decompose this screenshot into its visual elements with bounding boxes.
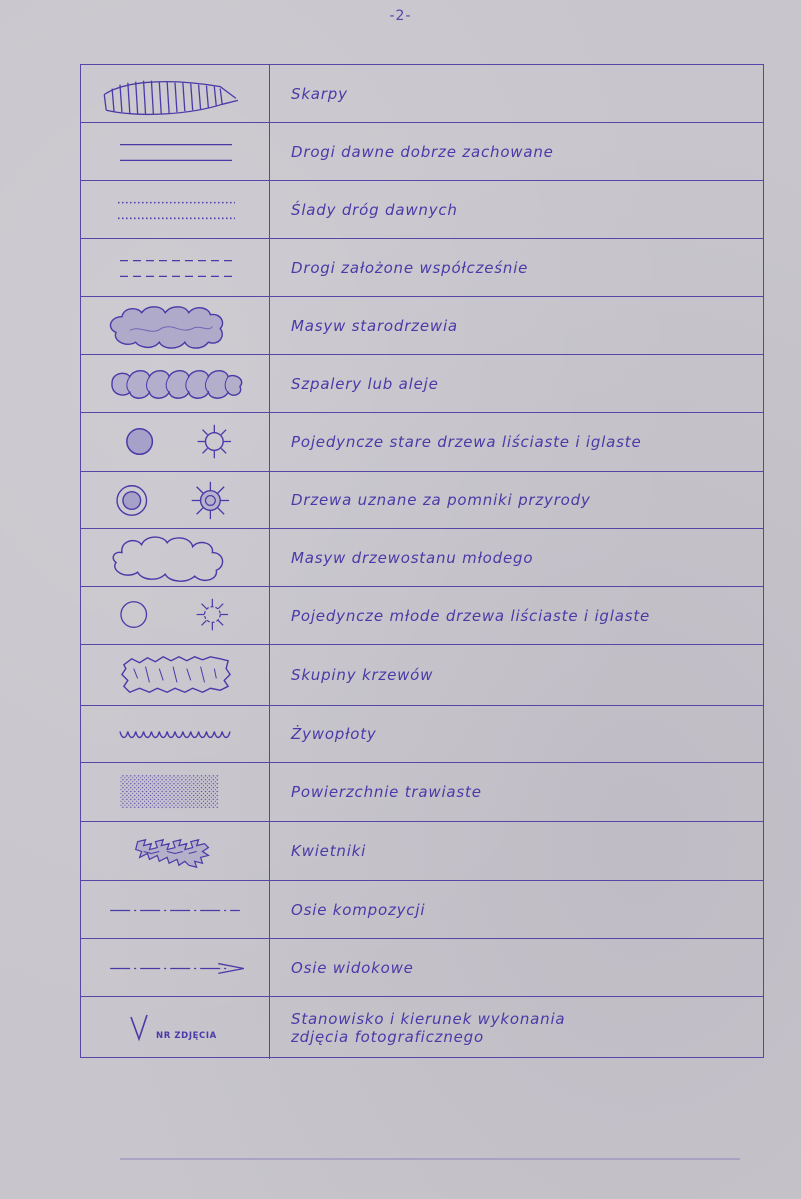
symbol-cell — [81, 822, 270, 880]
flowerbed-symbol — [81, 822, 270, 880]
symbol-cell — [81, 997, 270, 1059]
monument-trees-symbol — [81, 472, 270, 528]
legend-row-shrub-groups — [81, 645, 763, 706]
legend-row-photo-position — [81, 997, 763, 1059]
dotted-double-line-symbol — [81, 181, 270, 238]
legend-row-hedges — [81, 706, 763, 763]
symbol-cell — [81, 763, 270, 821]
legend-label: Skarpy — [291, 84, 348, 103]
symbol-cell — [81, 587, 270, 644]
legend-row-composition-axes — [81, 881, 763, 939]
legend-row-monument-trees — [81, 472, 763, 529]
legend-label: Żywopłoty — [291, 725, 377, 743]
symbol-cell — [81, 181, 270, 238]
legend-label: Pojedyncze stare drzewa liściaste i iglaste — [291, 433, 642, 451]
legend-row-view-axes — [81, 939, 763, 997]
legend-row-escarpments — [81, 65, 763, 123]
symbol-cell — [81, 239, 270, 296]
hedge-symbol — [81, 706, 270, 762]
symbol-cell — [81, 529, 270, 586]
page-number: -2- — [389, 8, 412, 24]
legend-row-old-single-trees — [81, 413, 763, 472]
legend-label: Drogi założone współcześnie — [291, 258, 529, 277]
legend-label: Osie widokowe — [291, 958, 414, 977]
legend-label: Pojedyncze młode drzewa liściaste i iglaste — [291, 606, 651, 625]
legend-label-line1: Stanowisko i kierunek wykonania — [291, 1010, 566, 1028]
view-axis-symbol — [81, 939, 270, 996]
old-tree-mass-symbol — [81, 297, 270, 354]
legend-label: Kwietniki — [291, 842, 367, 860]
legend-row-young-single-trees — [81, 587, 763, 645]
legend-label: Drogi dawne dobrze zachowane — [291, 142, 554, 161]
legend-row-flowerbeds — [81, 822, 763, 881]
legend-label: Szpalery lub aleje — [291, 374, 439, 393]
solid-double-line-symbol — [81, 123, 270, 180]
tree-row-symbol — [81, 355, 270, 412]
photo-number-label: NR ZDJĘCIA — [156, 1031, 217, 1041]
symbol-cell — [81, 413, 270, 471]
legend-label: Masyw drzewostanu młodego — [291, 548, 534, 567]
old-single-trees-symbol — [81, 413, 270, 471]
symbol-cell — [81, 645, 270, 705]
photo-position-symbol — [81, 997, 270, 1059]
symbol-cell — [81, 123, 270, 180]
legend-table — [80, 64, 764, 1058]
legend-row-tree-rows — [81, 355, 763, 413]
symbol-cell — [81, 939, 270, 996]
legend-row-grass — [81, 763, 763, 822]
legend-row-modern-roads — [81, 239, 763, 297]
legend-label: Powierzchnie trawiaste — [291, 783, 482, 801]
legend-label-line2: zdjęcia fotograficznego — [291, 1028, 484, 1046]
legend-row-young-tree-mass — [81, 529, 763, 587]
scan-edge-strip — [120, 1158, 740, 1160]
symbol-cell — [81, 706, 270, 762]
young-single-trees-symbol — [81, 587, 270, 644]
legend-label: Drzewa uznane za pomniki przyrody — [291, 491, 591, 509]
legend-row-old-roads — [81, 123, 763, 181]
young-tree-mass-symbol — [81, 529, 270, 586]
symbol-cell — [81, 297, 270, 354]
grass-surface-symbol — [81, 763, 270, 821]
legend-label: Osie kompozycji — [291, 900, 426, 919]
dashed-double-line-symbol — [81, 239, 270, 296]
legend-label: Ślady dróg dawnych — [291, 200, 458, 219]
symbol-cell — [81, 65, 270, 122]
legend-label: Masyw starodrzewia — [291, 316, 458, 335]
symbol-cell — [81, 881, 270, 938]
symbol-cell — [81, 472, 270, 528]
composition-axis-symbol — [81, 881, 270, 938]
shrub-group-symbol — [81, 645, 270, 705]
escarpment-symbol — [81, 65, 270, 122]
legend-label: Skupiny krzewów — [291, 666, 434, 684]
symbol-cell — [81, 355, 270, 412]
legend-row-road-traces — [81, 181, 763, 239]
legend-row-old-tree-mass — [81, 297, 763, 355]
